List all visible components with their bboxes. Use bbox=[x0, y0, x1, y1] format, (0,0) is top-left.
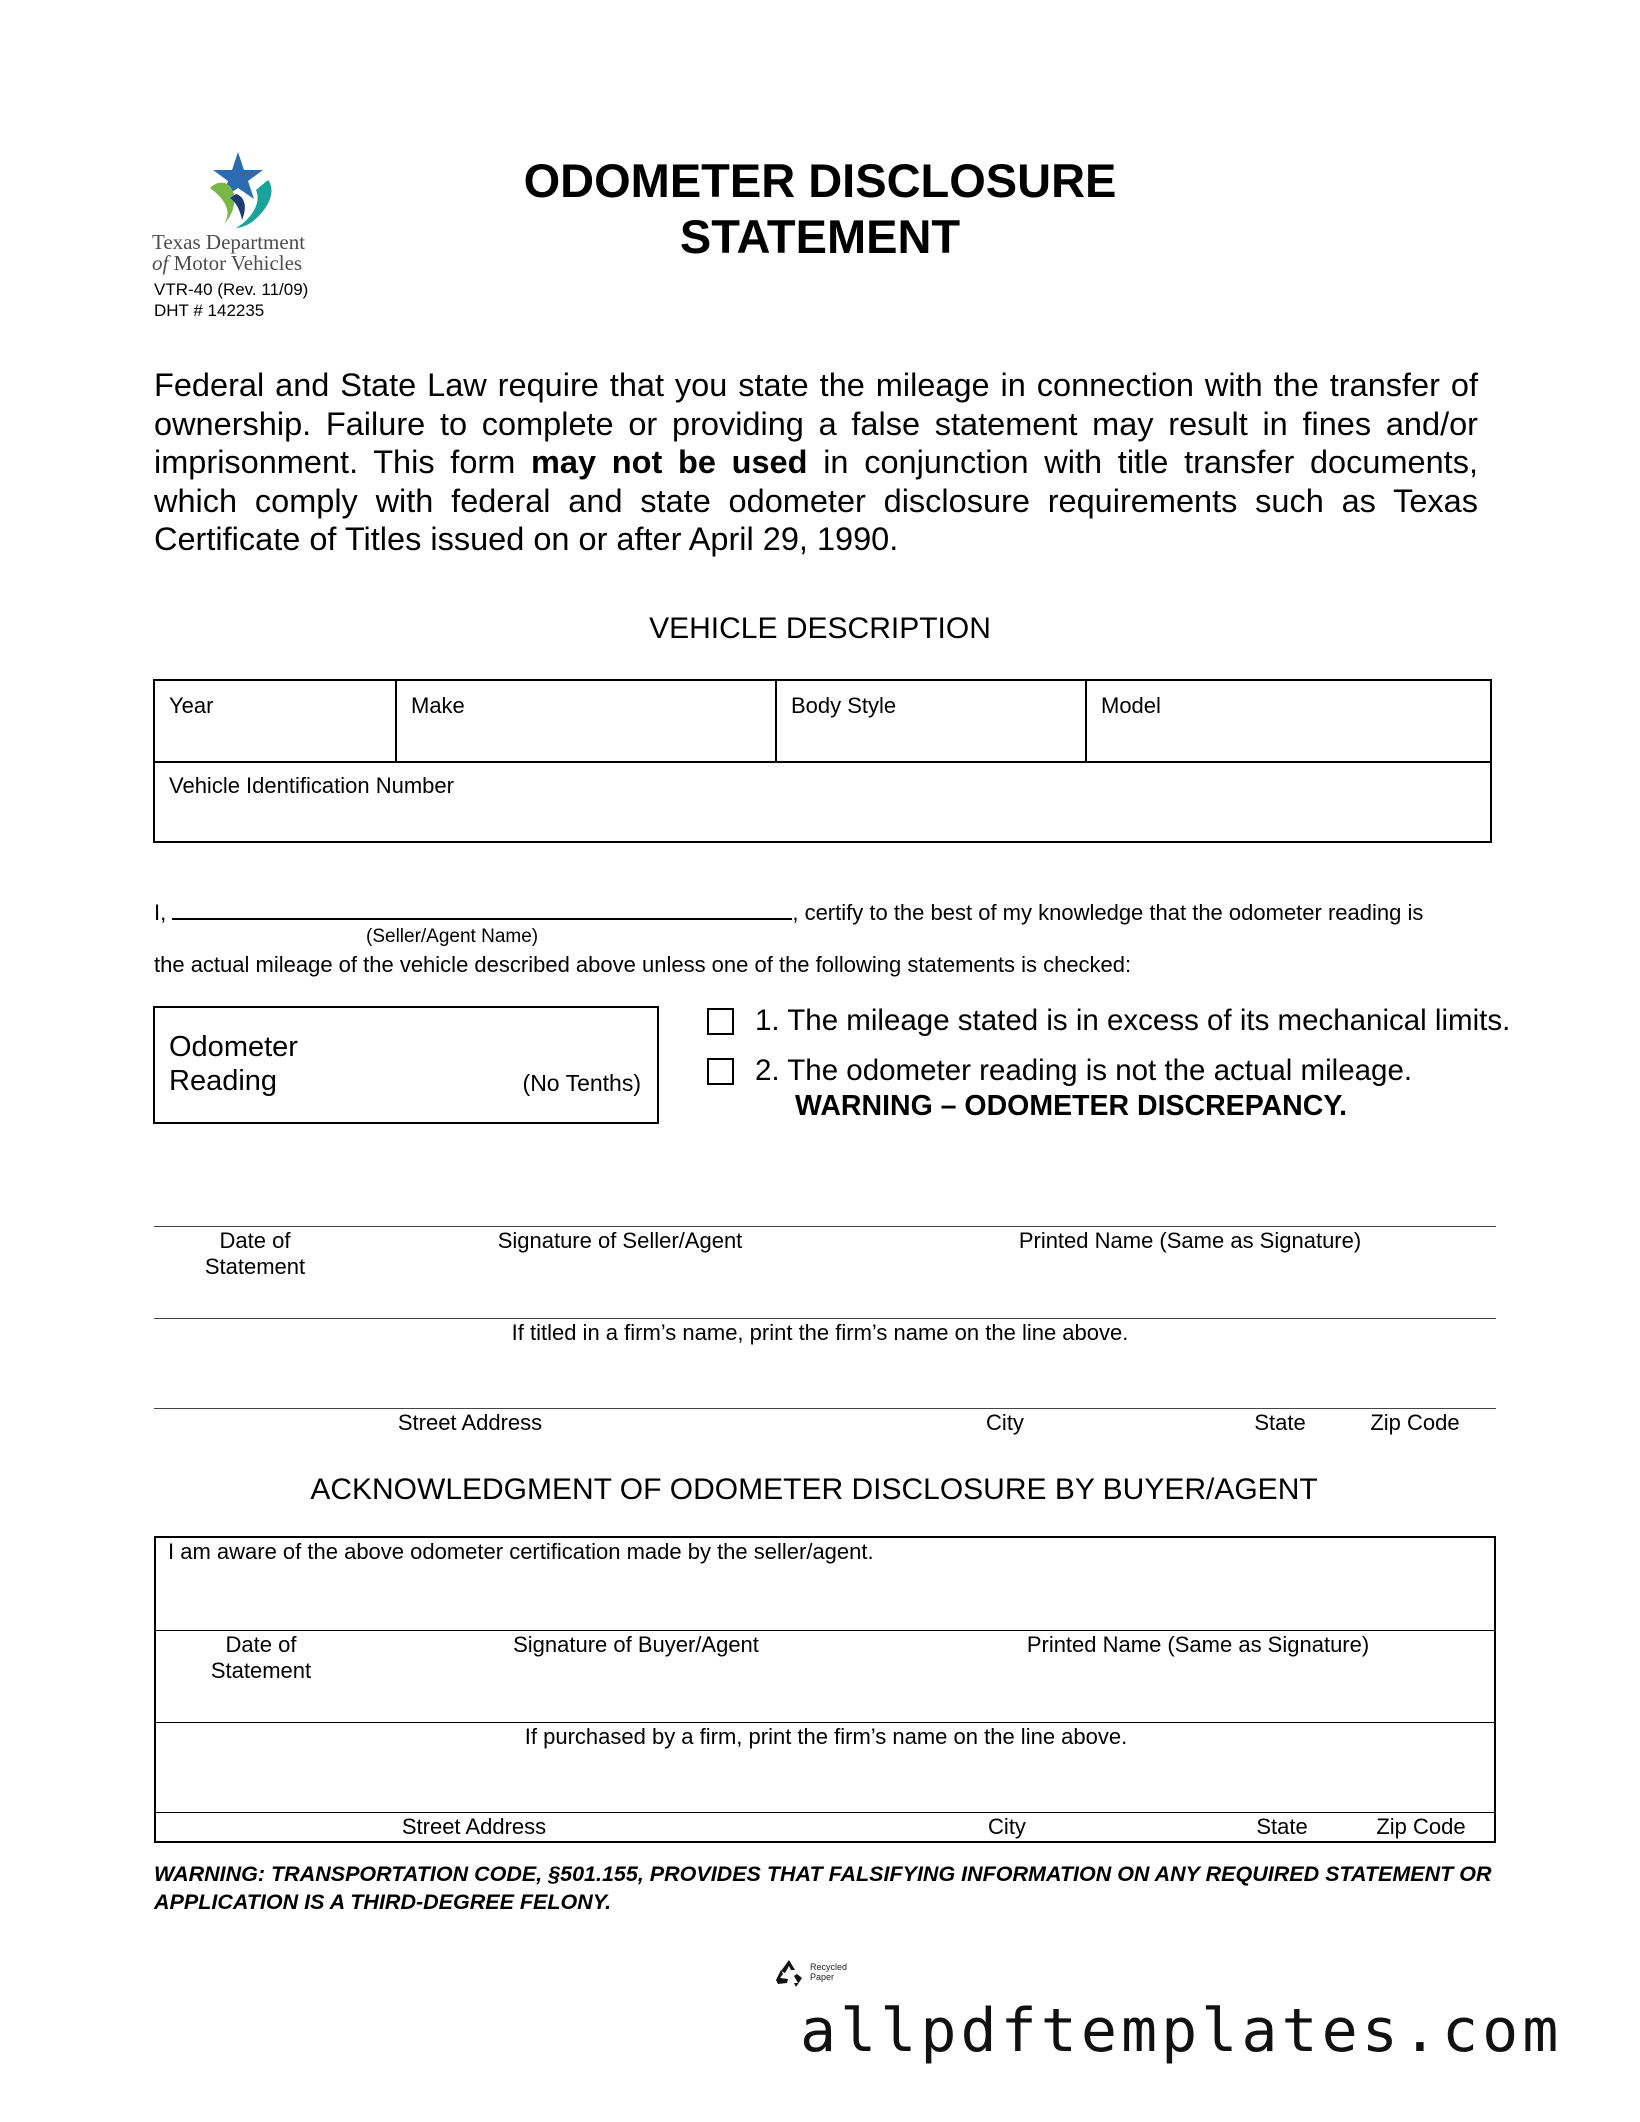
buyer-zip-label: Zip Code bbox=[1376, 1814, 1466, 1839]
buyer-date-label: Date of Statement bbox=[210, 1632, 312, 1683]
statement-not-actual: 2. The odometer reading is not the actual mileage. bbox=[755, 1054, 1413, 1087]
seller-zip-label: Zip Code bbox=[1370, 1410, 1460, 1435]
recycled-paper-text: Recycled Paper bbox=[810, 1962, 848, 1982]
buyer-city-label: City bbox=[988, 1814, 1026, 1839]
seller-signature-line[interactable] bbox=[154, 1226, 1496, 1227]
seller-name-caption: (Seller/Agent Name) bbox=[366, 926, 539, 947]
buyer-address-line[interactable] bbox=[156, 1812, 1494, 1813]
body-style-field[interactable]: Body Style bbox=[791, 693, 897, 718]
logo-text-line2: of Motor Vehicles bbox=[152, 251, 303, 275]
seller-street-label: Street Address bbox=[397, 1410, 543, 1435]
not-actual-mileage-checkbox[interactable] bbox=[707, 1058, 734, 1085]
odometer-reading-field[interactable] bbox=[153, 1006, 659, 1124]
seller-firm-note: If titled in a firm’s name, print the firm’s name on the line above. bbox=[511, 1320, 1129, 1345]
txdmv-logo bbox=[150, 150, 330, 290]
statement-mechanical-limits: 1. The mileage stated is in excess of its mechanical limits. bbox=[755, 1004, 1511, 1037]
odometer-label: Odometer Reading bbox=[169, 1031, 298, 1097]
intro-paragraph: Federal and State Law require that you state the mileage in connection with the transfer of ownership. Failure to complete or providing a false statement may result in fines and/or imprisonment. This form may not be used in conjunction with title transfer documents, which comply with federal and state odometer disclosure requirements such as Texas Certificate of Titles issued on or after April 29, 1990. bbox=[154, 367, 1478, 557]
seller-firm-name-line[interactable] bbox=[154, 1318, 1496, 1319]
odometer-discrepancy-warning: WARNING – ODOMETER DISCREPANCY. bbox=[795, 1090, 1348, 1122]
model-field[interactable]: Model bbox=[1101, 693, 1161, 718]
mechanical-limits-checkbox[interactable] bbox=[707, 1008, 734, 1035]
buyer-signature-line[interactable] bbox=[156, 1630, 1494, 1631]
logo-text-line1: Texas Department bbox=[152, 230, 306, 254]
recycled-paper-mark bbox=[772, 1958, 848, 1993]
seller-date-label: Date of Statement bbox=[204, 1228, 306, 1279]
recycle-icon bbox=[772, 1958, 806, 1988]
year-field[interactable]: Year bbox=[169, 693, 214, 718]
buyer-street-label: Street Address bbox=[401, 1814, 547, 1839]
seller-name-field[interactable] bbox=[172, 898, 792, 920]
buyer-state-label: State bbox=[1256, 1814, 1308, 1839]
buyer-firm-name-line[interactable] bbox=[156, 1722, 1494, 1723]
buyer-section-title: ACKNOWLEDGMENT OF ODOMETER DISCLOSURE BY BUYER/AGENT bbox=[310, 1473, 1318, 1506]
vin-field[interactable]: Vehicle Identification Number bbox=[169, 773, 454, 798]
vehicle-description-table bbox=[153, 679, 1492, 843]
felony-warning: WARNING: TRANSPORTATION CODE, §501.155, PROVIDES THAT FALSIFYING INFORMATION ON ANY REQUIRED STATEMENT OR APPLICATION IS A THIRD-DEGREE FELONY. bbox=[154, 1862, 1492, 1914]
vehicle-section-title: VEHICLE DESCRIPTION bbox=[649, 612, 991, 645]
form-number: VTR-40 (Rev. 11/09) DHT # 142235 bbox=[154, 280, 309, 320]
txdmv-star-logo-icon bbox=[196, 150, 286, 230]
buyer-printed-name-label: Printed Name (Same as Signature) bbox=[1026, 1632, 1370, 1657]
actual-mileage-text: the actual mileage of the vehicle described above unless one of the following statements is checked: bbox=[154, 952, 1132, 977]
buyer-firm-note: If purchased by a firm, print the firm’s name on the line above. bbox=[524, 1724, 1128, 1749]
seller-signature-label: Signature of Seller/Agent bbox=[497, 1228, 743, 1253]
make-field[interactable]: Make bbox=[411, 693, 465, 718]
no-tenths-note: (No Tenths) bbox=[522, 1070, 641, 1096]
buyer-aware-text: I am aware of the above odometer certification made by the seller/agent. bbox=[168, 1539, 874, 1564]
seller-address-line[interactable] bbox=[154, 1408, 1496, 1409]
seller-printed-name-label: Printed Name (Same as Signature) bbox=[1018, 1228, 1362, 1253]
buyer-signature-label: Signature of Buyer/Agent bbox=[513, 1632, 759, 1657]
seller-city-label: City bbox=[986, 1410, 1024, 1435]
seller-state-label: State bbox=[1254, 1410, 1306, 1435]
certification-line: I, , certify to the best of my knowledge that the odometer reading is bbox=[154, 900, 1424, 925]
watermark: allpdftemplates.com bbox=[800, 1996, 1563, 2066]
page-title: ODOMETER DISCLOSURE STATEMENT bbox=[523, 154, 1117, 263]
buyer-acknowledgment-box bbox=[154, 1536, 1496, 1843]
